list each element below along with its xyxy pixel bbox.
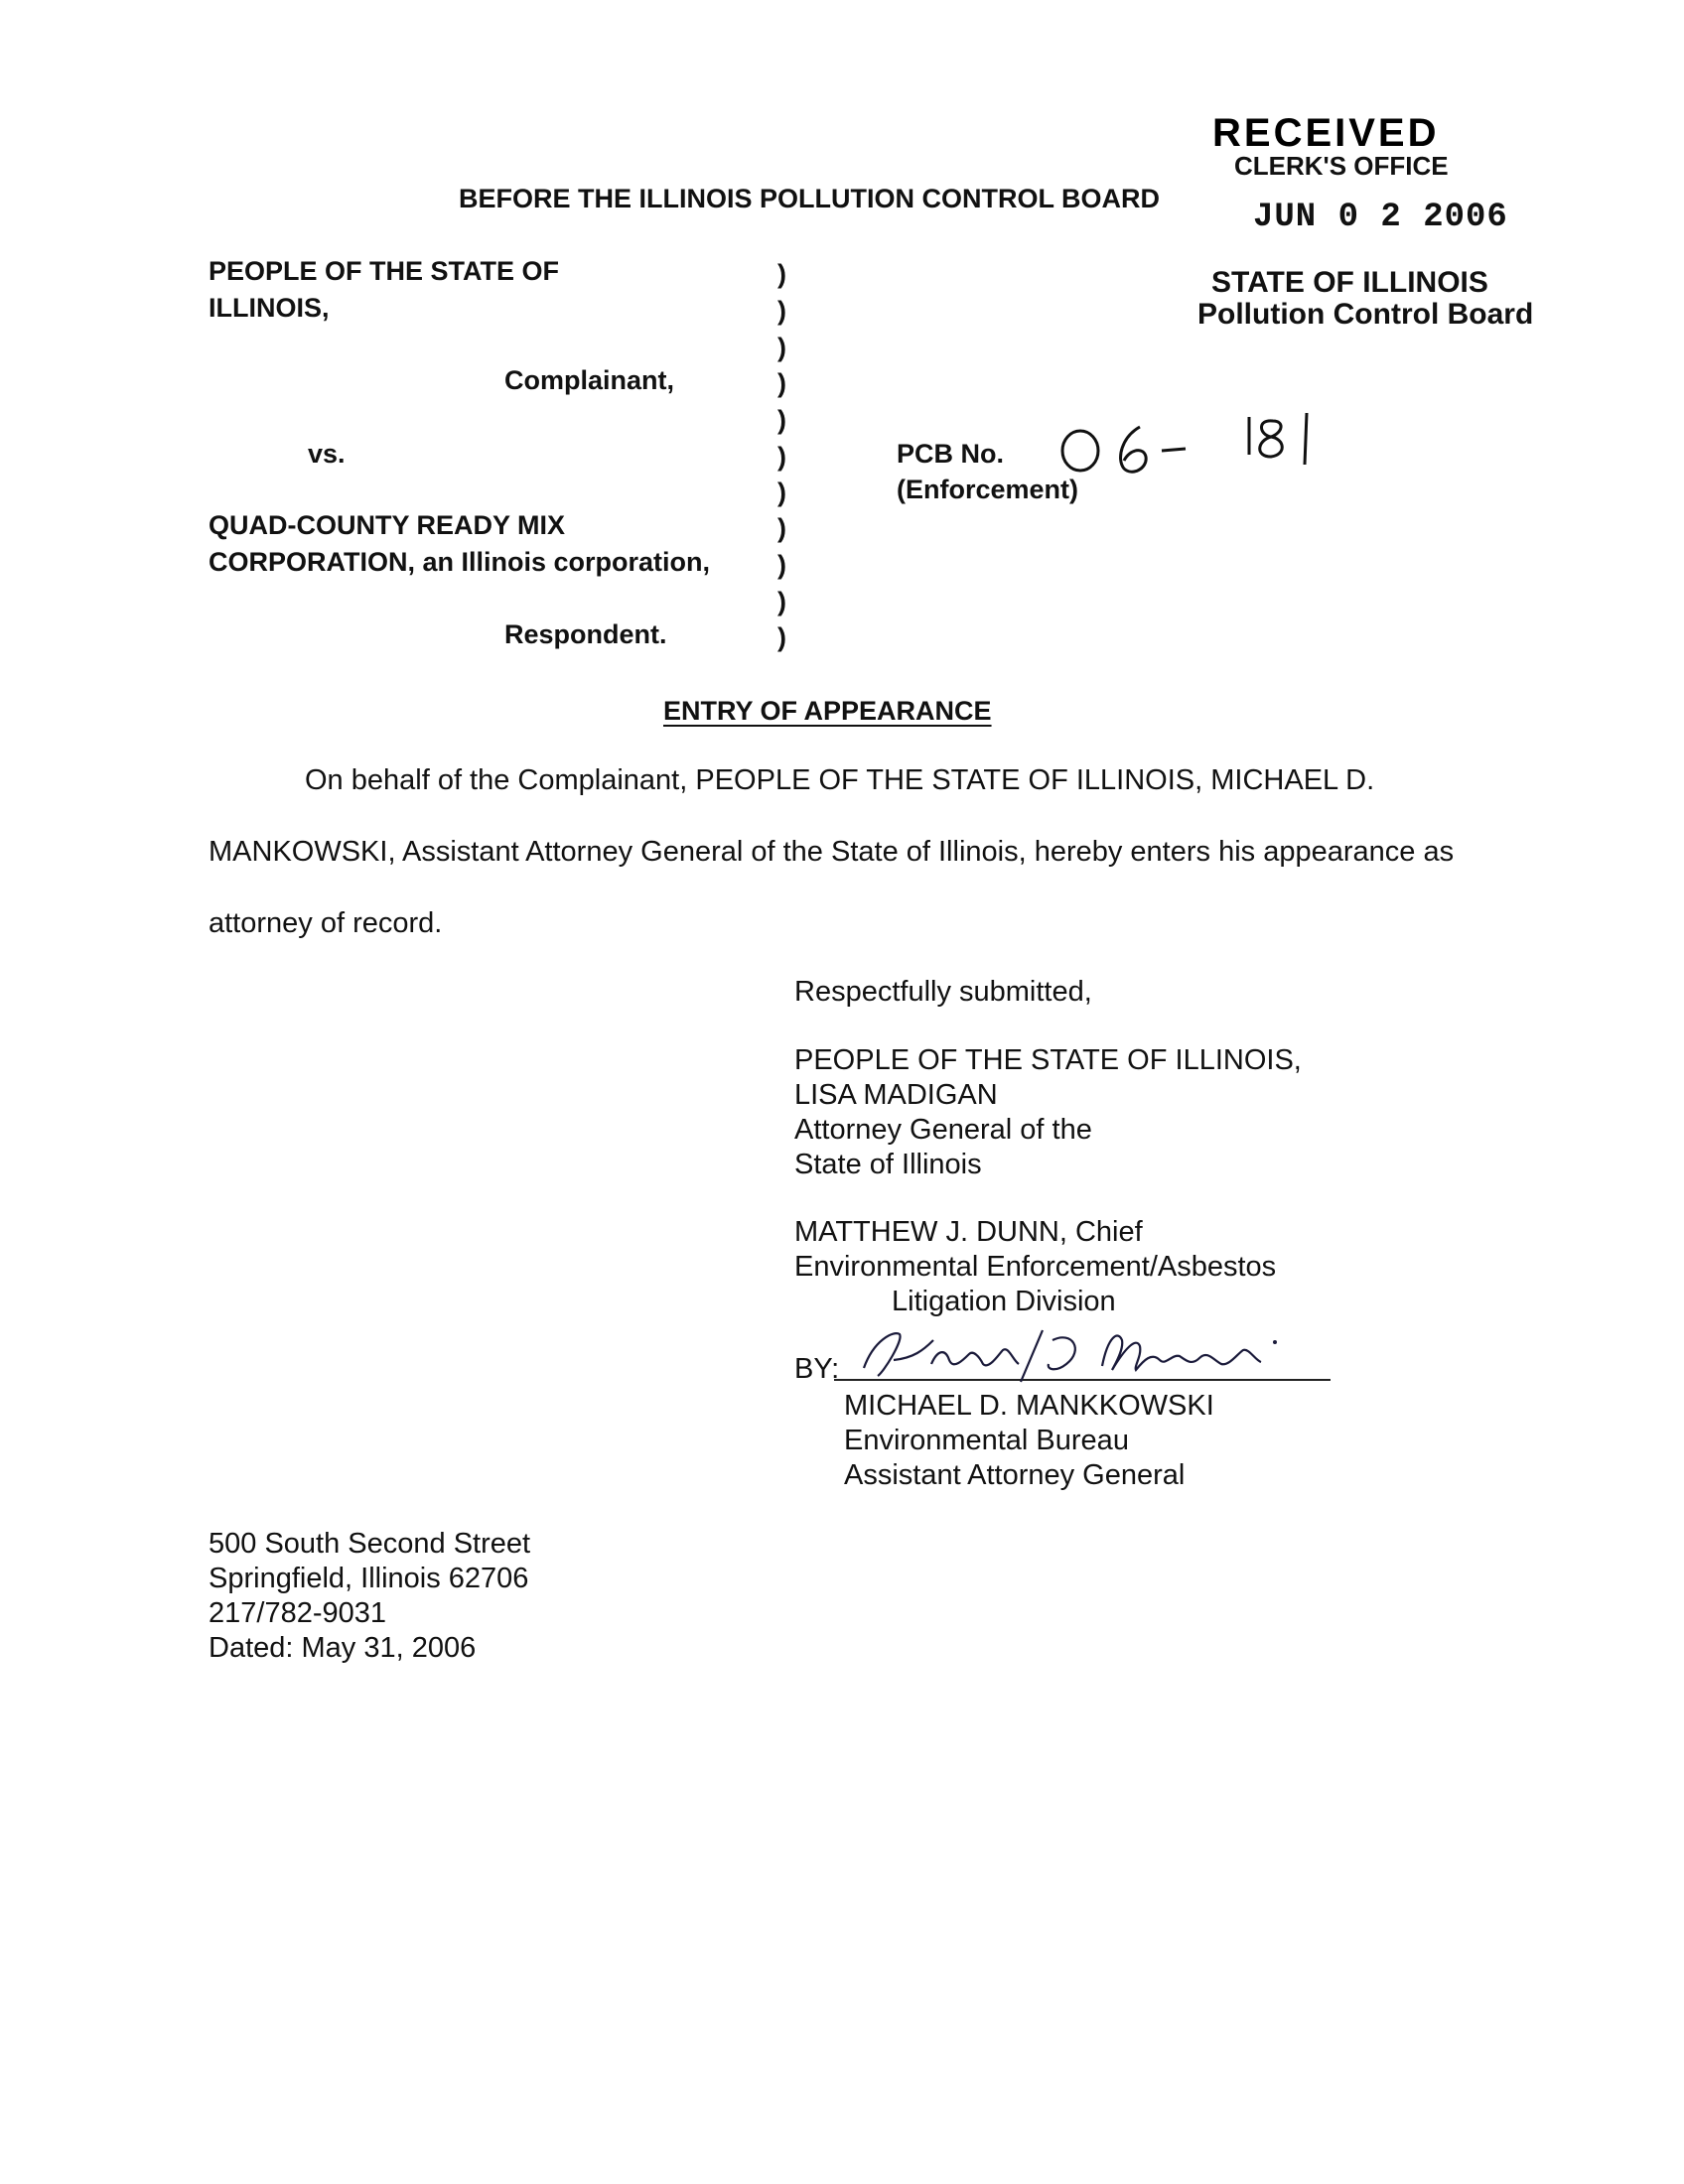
- respondent-name-line2: CORPORATION, an Illinois corporation,: [209, 547, 711, 577]
- body-line-1: On behalf of the Complainant, PEOPLE OF THE STATE OF ILLINOIS, MICHAEL D.: [305, 764, 1375, 796]
- complainant-name-line2: ILLINOIS,: [209, 293, 330, 323]
- received-stamp-state: STATE OF ILLINOIS: [1211, 266, 1488, 299]
- caption-paren: ): [777, 296, 786, 326]
- signer-title: Assistant Attorney General: [844, 1459, 1186, 1491]
- caption-paren: ): [777, 550, 786, 580]
- chief-name: MATTHEW J. DUNN, Chief: [794, 1216, 1143, 1248]
- body-line-2: MANKOWSKI, Assistant Attorney General of the State of Illinois, hereby enters his appearance as: [209, 836, 1455, 868]
- caption-paren: ): [777, 622, 786, 652]
- versus-label: vs.: [308, 439, 346, 469]
- ag-title-line1: Attorney General of the: [794, 1114, 1092, 1146]
- case-type: (Enforcement): [897, 475, 1079, 504]
- address-phone: 217/782-9031: [209, 1597, 386, 1629]
- signer-bureau: Environmental Bureau: [844, 1425, 1129, 1456]
- caption-paren: ): [777, 259, 786, 289]
- received-stamp-clerk-office: CLERK'S OFFICE: [1234, 151, 1449, 181]
- handwritten-case-number: [1052, 407, 1331, 486]
- document-date: Dated: May 31, 2006: [209, 1632, 477, 1664]
- caption-paren: ): [777, 368, 786, 398]
- document-title: ENTRY OF APPEARANCE: [663, 696, 992, 726]
- board-title: BEFORE THE ILLINOIS POLLUTION CONTROL BOARD: [459, 184, 1160, 213]
- body-line-3: attorney of record.: [209, 907, 443, 939]
- caption-paren: ): [777, 333, 786, 362]
- received-stamp-board: Pollution Control Board: [1197, 298, 1534, 331]
- by-label: BY:: [794, 1353, 840, 1385]
- party-name: PEOPLE OF THE STATE OF ILLINOIS,: [794, 1044, 1302, 1076]
- address-city: Springfield, Illinois 62706: [209, 1563, 529, 1594]
- respondent-role: Respondent.: [504, 619, 667, 649]
- received-stamp-date: JUN 0 2 2006: [1253, 199, 1508, 236]
- caption-paren: ): [777, 405, 786, 435]
- ag-name: LISA MADIGAN: [794, 1079, 998, 1111]
- address-street: 500 South Second Street: [209, 1528, 531, 1560]
- case-number-label: PCB No.: [897, 439, 1004, 469]
- division-line1: Environmental Enforcement/Asbestos: [794, 1251, 1277, 1283]
- ag-title-line2: State of Illinois: [794, 1149, 982, 1180]
- caption-paren: ): [777, 513, 786, 543]
- respondent-name-line1: QUAD-COUNTY READY MIX: [209, 510, 566, 540]
- complainant-role: Complainant,: [504, 365, 675, 395]
- closing: Respectfully submitted,: [794, 976, 1092, 1008]
- complainant-name-line1: PEOPLE OF THE STATE OF: [209, 256, 560, 286]
- caption-paren: ): [777, 442, 786, 472]
- caption-paren: ): [777, 587, 786, 616]
- received-stamp-title: RECEIVED: [1212, 111, 1440, 155]
- handwritten-signature: [854, 1320, 1311, 1386]
- division-line2: Litigation Division: [892, 1286, 1116, 1317]
- caption-paren: ): [777, 478, 786, 507]
- signer-name: MICHAEL D. MANKKOWSKI: [844, 1390, 1214, 1422]
